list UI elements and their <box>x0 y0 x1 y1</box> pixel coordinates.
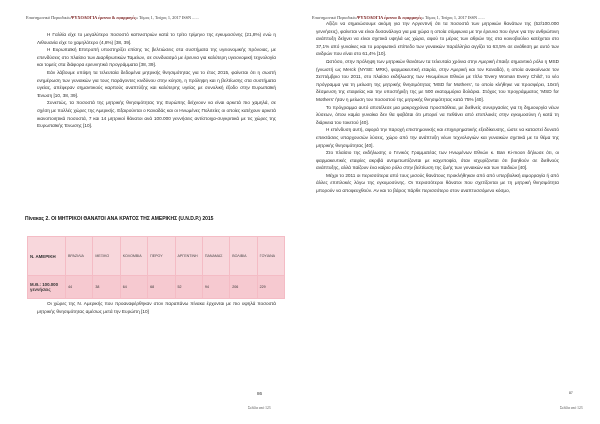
running-head-suffix: » Τόμος 1, Τεύχος 1, 2017 ISSN ...... <box>135 15 199 20</box>
paragraph: Το πρόγραμμα αυτό αποτέλεσε μια μακροχρόνια προσπάθεια, με διεθνείς συνεργασίες για τη δημιουργία νέων λύσεων, όπου καμία γυναίκα δεν θα φοβάται ότι μπορεί να πεθάνει από επιπλοκές στην εγκυμοσύνη ή κατά τη διάρκεια του τοκετού [40]. <box>316 104 559 125</box>
table-caption: Πίνακας 2. ΟΙ ΜΗΤΡΙΚΟΙ ΘΑΝΑΤΟΙ ΑΝΑ ΚΡΑΤΟΣ ΤΗΣ ΑΜΕΡΙΚΗΣ (U.N.D.P.) 2015 <box>25 216 214 222</box>
running-head-prefix: Επιστημονικό Περιοδικό« <box>26 15 71 20</box>
paragraph: Η επένδυση αυτή, αφορά την παροχή επιστημονικής και επιχειρηματικής εξειδίκευσης, ώστε να καταστεί δυνατό επεκτάσεις υπαρχουσών λύσεις, χώρο από την ανάπτυξη νέων τεχνολογιών και γυναικών σχετικά με το θέμα της μητρικής θνησιμότητας [40]. <box>316 127 559 148</box>
maternal-deaths-table <box>27 236 285 299</box>
page-footer: Σελίδα από 123 <box>560 406 583 410</box>
table-row <box>28 276 285 299</box>
paragraph: Συνεπώς, τα ποσοστά της μητρικής θνησιμότητας της Ευρώπης δείχνουν να είναι αρκετά πιο χαμηλά, σε σχέση με πολλές χώρες της Αμερικής. Εξαιρούνται ο Καναδάς και οι Ηνωμένες Πολιτείες οι οποίες κατέχουν αρκετά ικανοποιητικά ποσοστά, 7 και 14 μητρικοί θάνατοι ανά 100.000 γεννήσεις αντίστοιχα-συγκριτικά με τις χώρες της Ευρωπαϊκής Ένωσης [10]. <box>37 100 276 129</box>
paragraph: Οι χώρες της Ν. Αμερικής που προαναφέρθηκαν στον παραπάνω πίνακα έρχονται με πιο υψηλά ποσοστά μητρικής θνησιμότητας αμέσως μετά την Ευρώπη [10] <box>37 301 276 314</box>
table-header-cell: ΠΑΝΑΜΑΣ <box>202 237 229 276</box>
journal-title: ΨΥΧΟΛΟΓΙΑ έρευνα & εφαρμογές <box>357 15 422 20</box>
after-table-text <box>37 300 276 315</box>
table-header-cell: ΒΡΑΖΙΛΙΑ <box>66 237 93 276</box>
table-cell: 229 <box>257 276 284 299</box>
table-cell: 94 <box>202 276 229 299</box>
paragraph: Ωστόσο, στην πρόληψη των μητρικών θανάτων τα τελευταία χρόνια στην Αμερική έπαιξε σημαντικό ρόλο η MSD (γνωστή ως Merck (NYSE: MRK), φαρμακευτική εταιρία, στην Αμερική και τον Καναδά), η οποία ανακοίνωσε τον Σεπτέμβριο του 2011, στο πλαίσιο εκδήλωσης των Ηνωμένων Εθνών με τίτλο 'Every Woman Every Child', το νέο πρόγραμμα για τη μείωση της μητρικής θνησιμότητας 'MSD for Mothers', το οποίο κλήθηκε να προσφέρει, 10ετή δέσμευση της εταιρείας και την υποστήριξη της με 500 εκατομμύρια δολάρια. Στόχος του προγράμματος 'MSD for Mothers' ήταν η μείωση του ποσοστού της μητρικής θνησιμότητας κατά 75% [40]. <box>316 58 559 102</box>
table-cell: 38 <box>93 276 120 299</box>
page-number: 87 <box>569 391 573 395</box>
table-cell: 64 <box>120 276 147 299</box>
table-cell: 44 <box>66 276 93 299</box>
running-head <box>26 15 276 21</box>
table-header-cell: ΠΕΡΟΥ <box>148 237 175 276</box>
table-header-cell: ΒΟΛΙΒΙΑ <box>230 237 257 276</box>
paragraph: Η Ευρωπαϊκή Επιτροπή υποστηρίζει επίσης τις βελτιώσεις στα συστήματα της υγειονομικής πρόνοιας, με επενδύσεις στο πλαίσιο των Διαρθρωτικών Ταμείων, σε συνδυασμό με έρευνα για καλύτερη υγειονομική τεχνολογία και τομείς στα διάφορα ερευνητικά προγράμματα [38, 39]. <box>37 47 276 68</box>
table-header-cell: ΚΟΛΟΜΒΙΑ <box>120 237 147 276</box>
journal-title: ΨΥΧΟΛΟΓΙΑ έρευνα & εφαρμογές <box>71 15 136 20</box>
paragraph: Η Γαλλία είχε το μεγαλύτερο ποσοστό καπνιστριών κατά το τρίτο τρίμηνο της εγκυμοσύνης (21,8%) ενώ η Λιθουανία είχε το χαμηλότερο (4,8%) [38, 39]. <box>37 32 276 45</box>
paragraph: Αξίζει να σημειώσουμε ακόμη για την Αργεντινή ότι τα ποσοστά των μητρικών θανάτων της (52/100.000 γεννήσεις), φαίνεται να είναι δυσανάλογα για μια χώρα η οποία σύμφωνα με την έρευνα που έγινε για την ανθρώπινη ανάπτυξη δείχνει να είναι σχετικά υψηλά ως χώρα, αφού το μέρος των αθρών της στα κοινοβούλιο κατέχεται στο 37,1% από γυναίκες και το μορφωτικό επίπεδο των γυναικών παράλληλα αγγίζει τα 63,5% σε ανάθεση με αυτό των ανδρών που είναι στο 61,4% [10]. <box>316 21 559 57</box>
table-row-label: Μ.Θ.: 100.000 γεννήσεις <box>28 276 66 299</box>
table-cell: 206 <box>230 276 257 299</box>
table-header-row <box>28 237 285 276</box>
paragraph: Εάν λάβουμε υπόψη τα τελευταία δεδομένα μητρικής θνησιμότητας για το έτος 2015, φαίνεται ότι η σωστή ενημέρωση των γυναικών για τους παράγοντες κινδύνου στην κύηση, η πρόληψη και η βελτίωσης στα συστήματα υγείας, απέφεραν σημαντικούς καρπούς αναπτύξης και καλύτερης υγείας με συνολική έξοδο στην Ευρωπαϊκή Ένωση [10, 38, 39]. <box>37 69 276 98</box>
body-text <box>316 20 559 195</box>
table-header-label: Ν. ΑΜΕΡΙΚΗ <box>28 237 66 276</box>
table-header-cell: ΑΡΓΕΝΤΙΝΗ <box>175 237 202 276</box>
paragraph: Μέχρι το 2011 οι περισσότερα από τους μισούς θανάτους προκλήθηκαν από από υπερβολική αιμορραγία ή από άλλες επιπλοκές λόγω της εγκυμοσύνης. Οι περισσότεροι θάνατοι που σχετίζονται με τη μητρική θνησιμότητα μπορούν να αποφευχθούν. Αν και το βάρος πάρθε περισσότερο στον αναπτυσσόμενο κόσμο, <box>316 172 559 194</box>
running-head-prefix: Επιστημονικό Περιοδικό« <box>312 15 357 20</box>
table-header-cell: ΓΟΥΙΑΝΑ <box>257 237 284 276</box>
table-cell: 52 <box>175 276 202 299</box>
right-page <box>300 0 600 424</box>
running-head-suffix: » Τόμος 1, Τεύχος 1, 2017 ISSN ...... <box>421 15 485 20</box>
paragraph: Στο πλαίσιο της εκδήλωσης ο Γενικός Γραμματέας των Ηνωμένων Εθνών κ. Ban Ki-moon δήλωσε ότι, οι φαρμακευτικές εταιρίες ακριβά αντιμετωπίζονται με καχυποψία, όταν ισχυρίζονται ότι βοηθούν σε διεθνούς ανάπτυξης, αλλά παίζουν ένα καίριο ρόλο στην βελτίωση της ζωής των γυναικών και των παιδιών [40]. <box>316 150 559 171</box>
table-header-cell: ΜΕΞΙΚΟ <box>93 237 120 276</box>
page-footer: Σελίδα από 123 <box>248 406 271 410</box>
body-text <box>37 31 276 130</box>
page-number: 86 <box>257 391 263 396</box>
table-cell: 68 <box>148 276 175 299</box>
